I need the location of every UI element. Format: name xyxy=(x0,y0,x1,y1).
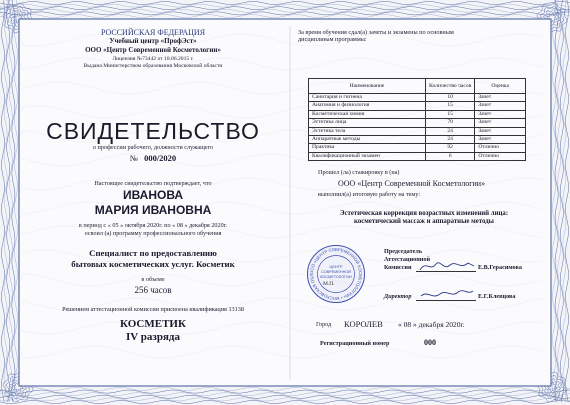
final-work-topic-line-2: косметический массаж и аппаратные методы xyxy=(354,218,494,225)
subject-cell: Эстетика лица xyxy=(309,119,426,127)
director-label: Директор xyxy=(384,293,412,300)
final-work-label: выполнил(а) итоговую работу на тему: xyxy=(318,191,421,198)
stamp-inner-text-1: ЦЕНТР xyxy=(329,265,343,269)
grade-cell: Зачет xyxy=(475,102,526,110)
commission-chair-label-3: Комиссии xyxy=(384,264,412,271)
confirmation-text: Настоящее свидетельство подтверждает, что xyxy=(94,180,212,187)
number-sign: № xyxy=(129,153,138,163)
profession-caption: о профессии рабочего, должности служащего xyxy=(92,144,214,151)
table-row xyxy=(309,94,526,102)
column-header-grade: Оценка xyxy=(475,79,526,94)
qualification-rank: IV разряда xyxy=(126,331,180,343)
subject-cell: Косметическая химия xyxy=(309,110,426,118)
city-value: КОРОЛЕВ xyxy=(344,319,383,329)
exams-intro-line-2: дисциплинам программы: xyxy=(298,36,367,43)
organization-stamp xyxy=(306,244,366,304)
table-row xyxy=(309,144,526,152)
grade-cell: Зачет xyxy=(475,136,526,144)
subject-cell: Анатомия и физиология xyxy=(309,102,426,110)
commission-decision: Решением аттестационной комиссии присвоена квалификация 13138 xyxy=(62,306,244,313)
hours-cell: 10 xyxy=(426,94,475,102)
grades-table-header xyxy=(309,79,526,94)
certificate-number-line xyxy=(22,153,284,163)
director-signature xyxy=(418,286,476,302)
training-center-name: Учебный центр «ПрофЭст» xyxy=(109,37,197,45)
grade-cell: Отлично xyxy=(475,152,526,160)
stamp-ring-text: ООО «ЦЕНТР СОВРЕМЕННОЙ КОСМЕТОЛОГИИ» • МОСКОВСКАЯ ОБЛ xyxy=(308,246,364,302)
table-row xyxy=(309,152,526,160)
registration-number: 000 xyxy=(424,338,436,347)
final-work-topic-line-1: Эстетическая коррекция возрастных изменений лица: xyxy=(339,210,509,217)
hours-cell: 92 xyxy=(426,144,475,152)
holder-surname: ИВАНОВА xyxy=(122,188,184,202)
table-row xyxy=(309,110,526,118)
hours-cell: 24 xyxy=(426,136,475,144)
federation-heading: РОССИЙСКАЯ ФЕДЕРАЦИЯ xyxy=(100,28,206,37)
right-page xyxy=(298,22,550,383)
hours-cell: 24 xyxy=(426,127,475,135)
grade-cell: Зачет xyxy=(475,110,526,118)
internship-organization: ООО «Центр Современной Косметологии» xyxy=(338,179,486,188)
grade-cell: Зачет xyxy=(475,119,526,127)
subject-cell: Квалификационный экзамен xyxy=(309,152,426,160)
license-line: Лицензия №73442 от 18.06.2015 г. xyxy=(112,56,194,62)
exams-intro-line-1: За время обучения сдал(а) зачеты и экзамены по основным xyxy=(298,29,454,36)
program-title-line-1: Специалист по предоставлению xyxy=(89,248,217,258)
hours-cell: 6 xyxy=(426,152,475,160)
registration-number-label: Регистрационный номер xyxy=(320,340,390,347)
qualification: КОСМЕТИК xyxy=(120,318,186,330)
issue-date: « 08 » декабря 2020г. xyxy=(398,320,465,329)
internship-label: Прошел (ла) стажировку в (на) xyxy=(318,169,400,176)
subject-cell: Практика xyxy=(309,144,426,152)
hours-cell: 15 xyxy=(426,102,475,110)
hours-cell: 70 xyxy=(426,119,475,127)
certificate-number: 000/2020 xyxy=(144,153,177,163)
study-period: в период с « 05 » октября 2020г. по « 08 » декабря 2020г. xyxy=(78,222,228,229)
column-header-hours: Количество часов xyxy=(426,79,475,94)
table-row xyxy=(309,102,526,110)
table-row xyxy=(309,136,526,144)
subject-cell: Эстетика тела xyxy=(309,127,426,135)
grade-cell: Отлично xyxy=(475,144,526,152)
document-title: СВИДЕТЕЛЬСТВО xyxy=(46,118,260,144)
column-header-subject: Наименование xyxy=(309,79,426,94)
left-page xyxy=(22,22,284,383)
subject-cell: Санитария и гигиена xyxy=(309,94,426,102)
grade-cell: Зачет xyxy=(475,94,526,102)
holder-name: МАРИЯ ИВАНОВНА xyxy=(94,203,212,217)
city-label: Город xyxy=(316,321,332,328)
program-mastered: освоил (а) программу профессионального обучения xyxy=(84,230,222,237)
commission-chair-label-1: Председатель xyxy=(384,248,423,255)
table-row xyxy=(309,127,526,135)
program-title-line-2: бытовых косметических услуг. Косметик xyxy=(71,259,235,269)
program-hours: 256 часов xyxy=(134,285,172,295)
subject-cell: Аппаратные методы xyxy=(309,136,426,144)
commission-chair-label-2: Аттестационной xyxy=(384,256,431,263)
stamp-inner-text-2: СОВРЕМЕННОЙ xyxy=(320,270,352,274)
chair-signature xyxy=(418,258,476,274)
grade-cell: Зачет xyxy=(475,127,526,135)
table-row xyxy=(309,119,526,127)
director-name: Е.Г.Клевцова xyxy=(478,293,516,300)
hours-cell: 15 xyxy=(426,110,475,118)
commission-chair-name: Е.В.Герасимова xyxy=(478,264,522,271)
grades-table xyxy=(308,78,526,161)
stamp-inner-text-3: КОСМЕТОЛОГИИ xyxy=(320,275,352,279)
organization-name: ООО «Центр Современной Косметологии» xyxy=(85,46,221,54)
stamp-place-marker: М.П. xyxy=(323,281,335,287)
volume-label: в объеме xyxy=(141,276,165,283)
license-issuer: Выдана Министерством образования Московской области xyxy=(83,63,223,69)
